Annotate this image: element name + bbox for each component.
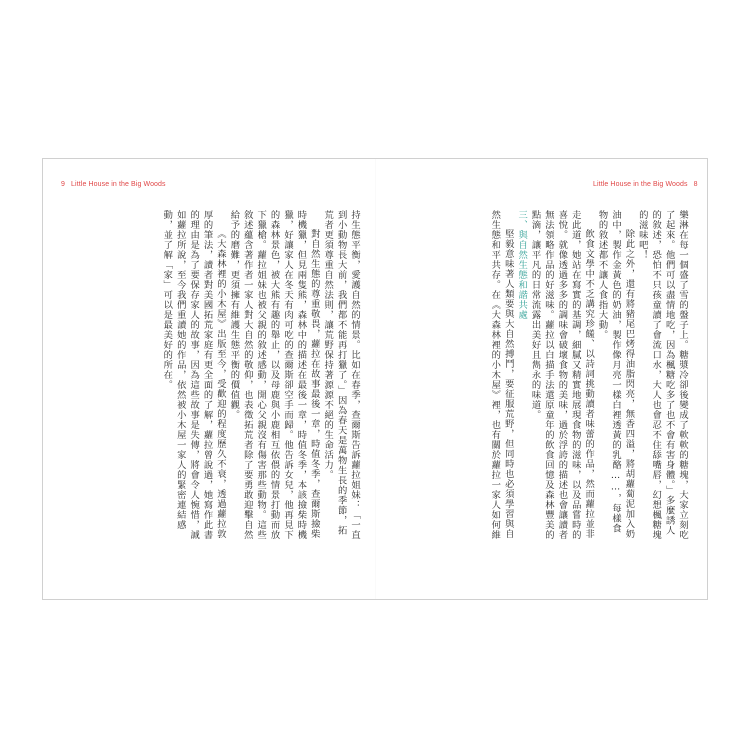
body-paragraph: 堅毅意味著人類要與大自然搏鬥，要征服荒野，但同時也必須學習與自然生態和平共存。在《大森林裡的小木屋》裡，也有關於蘿拉一家人如何維 [489, 210, 514, 540]
body-paragraph: 樂淋在每一個盛了雪的盤子上。糖漿冷卻後變成了軟軟的糖塊，大家立刻吃了起來。他們可以盡情地吃，因為楓糖吃多了也不會有害身體。」多麼誘人的敘述，恐怕不只孩童讀了會流口水，大人也會忍不住舔嘴唇，幻想楓糖塊的滋味吧！ [636, 210, 688, 540]
left-page-number: 9 [61, 181, 65, 188]
left-running-title: Little House in the Big Woods [71, 181, 166, 188]
body-paragraph: 持生態平衡，愛護自然的情景。比如在春季，查爾斯告訴蘿拉姐妹：「一直到小動物長大前，我們都不能再打獵了。」因為春天是萬物生長的季節，拓荒者更須尊重自然法則，讓荒野保持著源源不絕的生命活力。 [322, 210, 360, 540]
section-heading: 三、與自然生態和諧共處 [516, 210, 528, 320]
right-page-body [415, 210, 689, 540]
page-gutter [375, 159, 376, 599]
body-paragraph: 對自然生態的尊重敬畏，蘿拉在故事最後一章，時值冬季，查爾斯撿柴時機獵，但見兩隻熊，森林中的描述在最後一章，時值冬季，本該撿柴時機獵，好讓家人在冬天有肉可吃的查爾斯卻空手而歸。他告訴女兒，他再見下的森林景色，被大熊有趣的舉止，以及母鹿與小鹿相互依偎的情景打動而放下獵槍。蘿拉姐妹也被父親的敘述感動，開心父親沒有傷害那些動物。這些敘述蘊含著作者一家人對大自然的敬仰，也表徵拓荒者除了要勇敢迎擊自然給予的磨難，更須擁有維護生態平衡的價值觀。 [228, 210, 320, 540]
book-spread [42, 158, 708, 600]
right-running-title: Little House in the Big Woods [593, 181, 688, 188]
body-paragraph: 《大森林裡的小木屋》出版至今，受歡迎的程度歷久不衰，透過蘿拉敦厚的筆法，讀者對美國拓荒家庭有更全面的了解，蘿拉曾說過，她寫作此書的理由是為了要保存家人的故事，因為這些故事是失傳，將會令人惋惜，誠如蘿拉所說，至今我們重讀她的作品，依然被小木屋一家人的緊密連結感動，並了解「家」可以是最美好的所在。 [161, 210, 226, 540]
left-page-body [115, 210, 361, 540]
body-paragraph: 飲食文學中不乏講究珍饈、以詩詞挑動讀者味蕾的作品，然而蘿拉並非走此道，她站在寫實的基調，細膩又精實地展現食物的滋味，以及品嘗時的喜悅。就像透過多多的調味會破壞食物的美味，過於浮誇的描述也會讓讀者無法領略作品的好滋味。蘿拉以白描手法還原童年的飲食回憶及森林豐美的點滴，讓平凡的日常流露出美好且雋永的味道。 [529, 210, 595, 540]
right-page-number: 8 [693, 181, 698, 188]
body-paragraph: 除此之外，還有將豬尾巴烤得油脂閃亮，無香四溢，將胡蘿蔔泥加入奶油中，製作金黃色的奶油，製作像月亮一樣白裡透黃的乳酪……，每樣食物的敘述都不讓人食指大動。 [596, 210, 635, 539]
right-page-header [593, 181, 702, 188]
left-page-header [57, 181, 166, 188]
